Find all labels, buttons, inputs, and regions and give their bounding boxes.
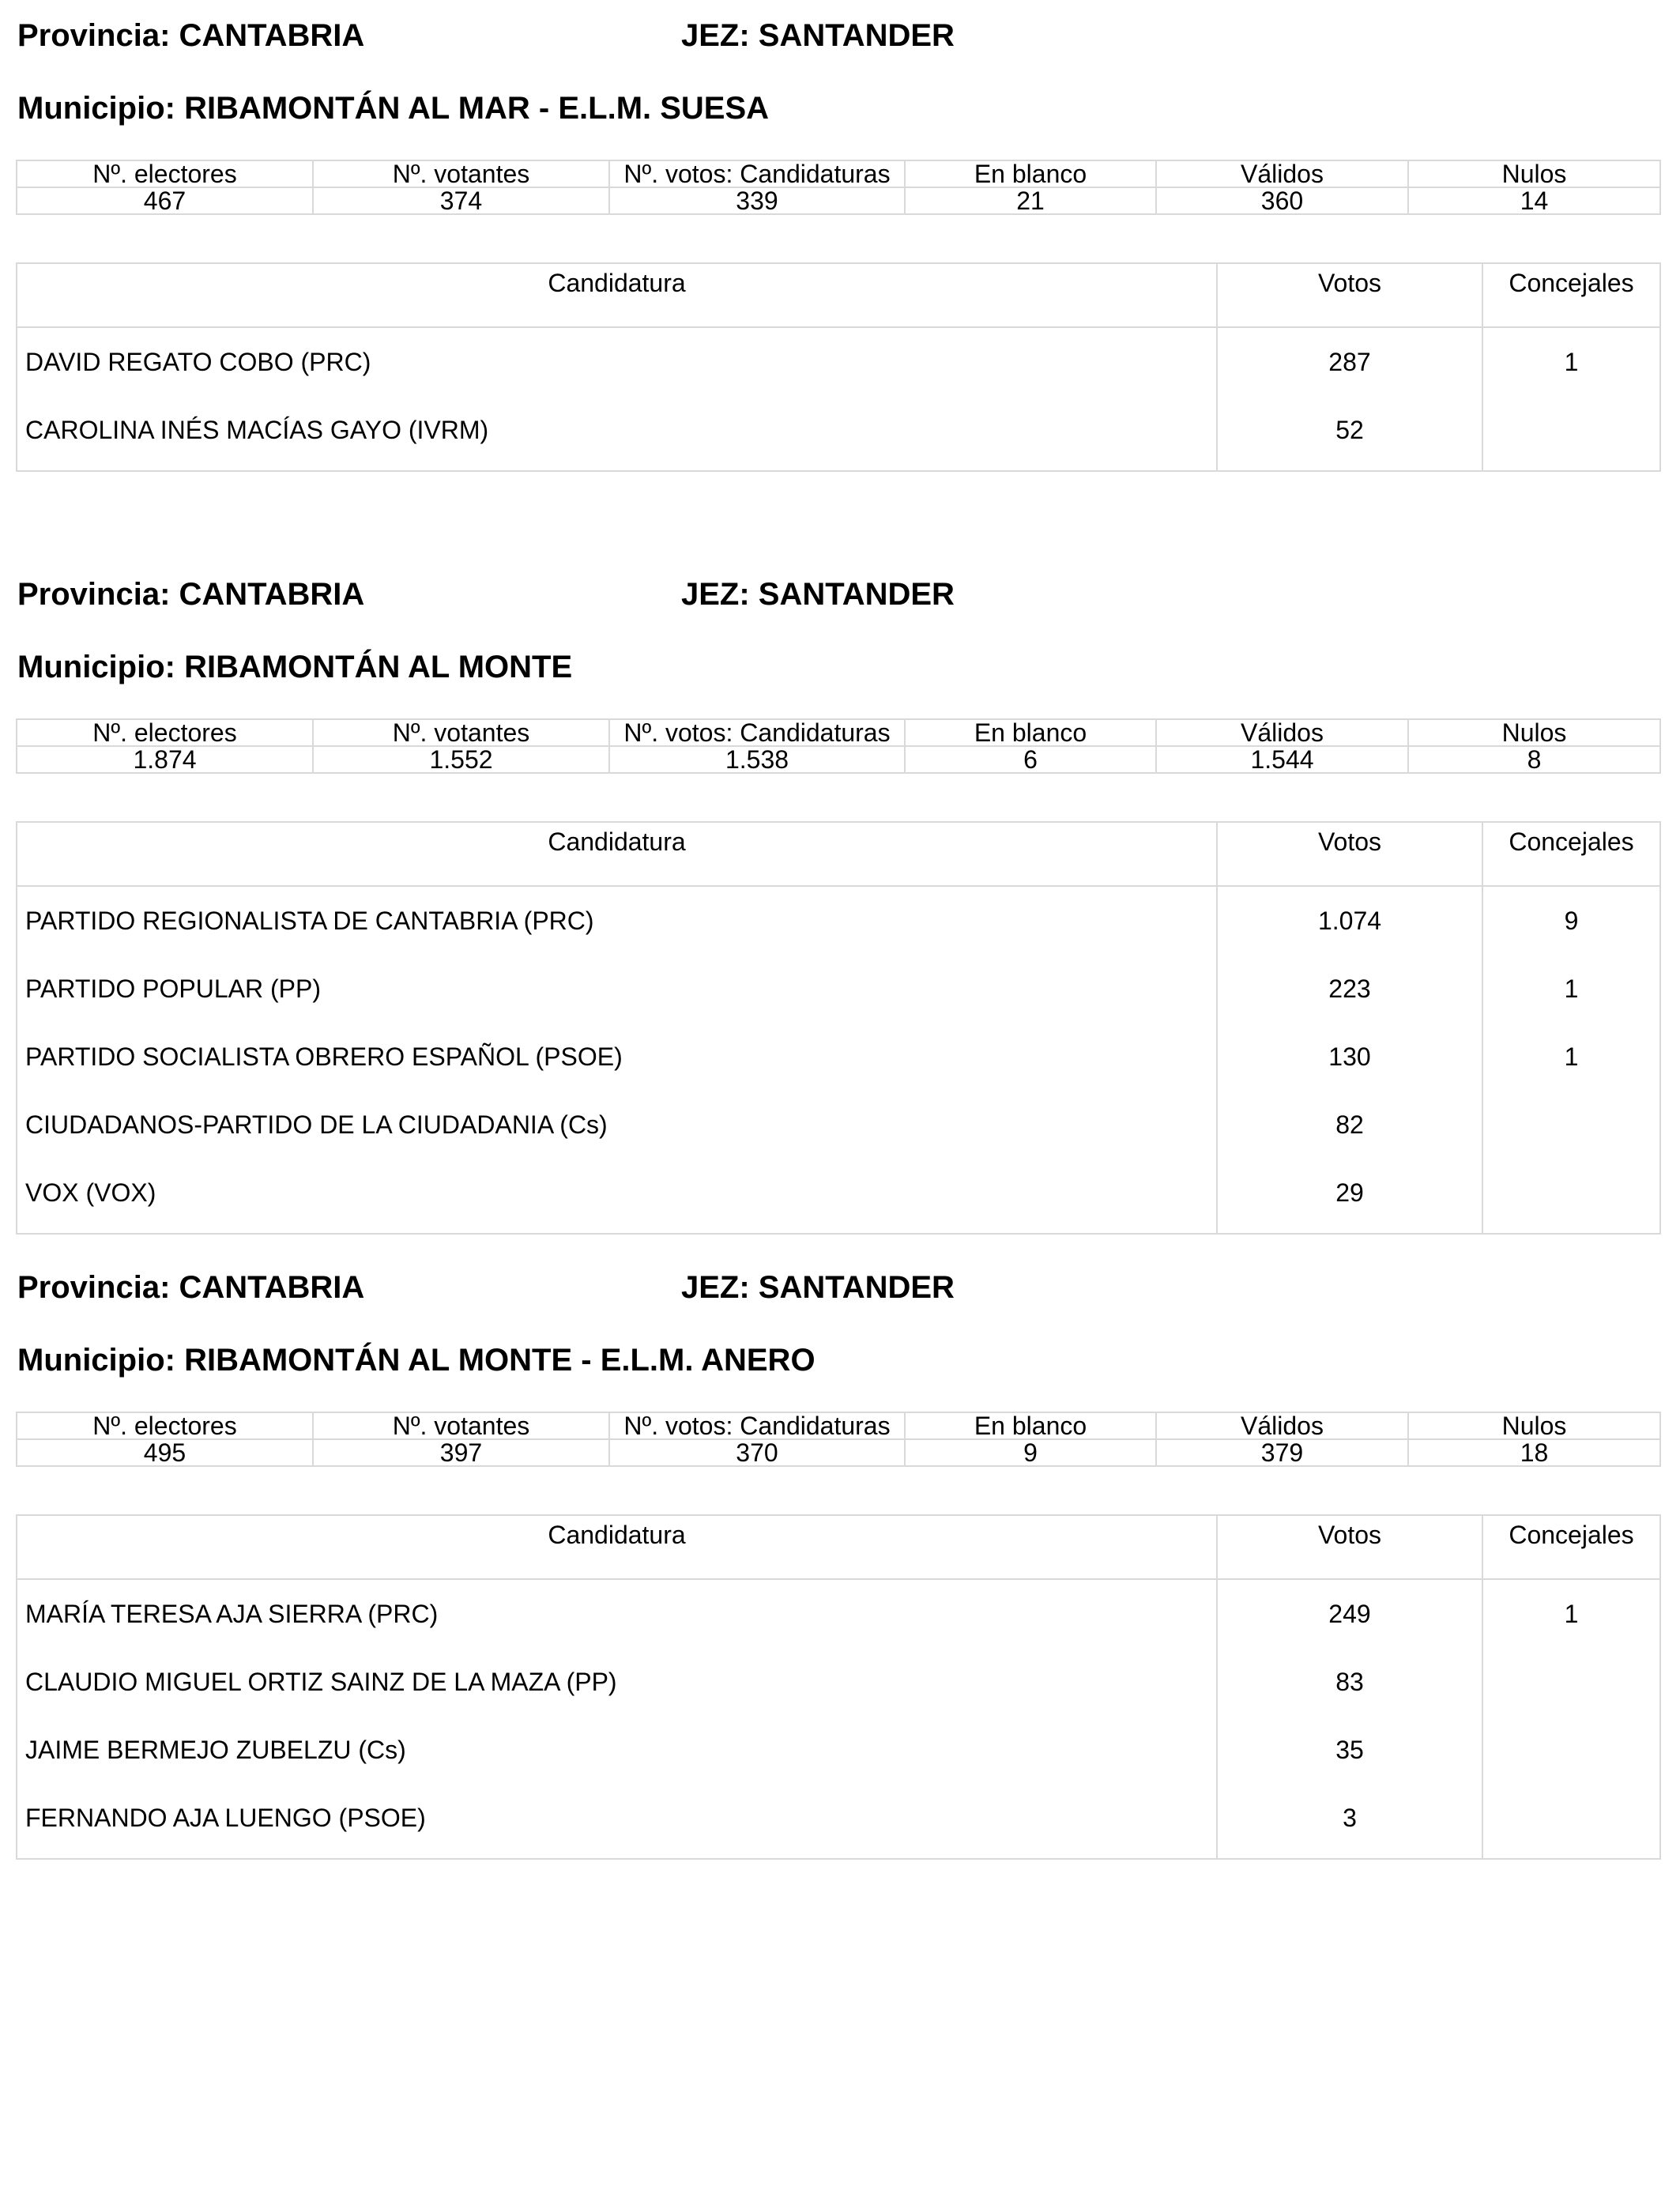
stats-value: 360 xyxy=(1156,187,1408,214)
candidate-votos: 1.074 xyxy=(1217,886,1482,955)
candidate-name: PARTIDO SOCIALISTA OBRERO ESPAÑOL (PSOE) xyxy=(25,1042,623,1071)
candidates-table xyxy=(16,821,1661,1235)
candidatura-header: Candidatura xyxy=(17,822,1217,886)
municipio-title: Municipio: RIBAMONTÁN AL MONTE - E.L.M. ANERO xyxy=(17,1343,816,1378)
candidatura-header: Candidatura xyxy=(17,1515,1217,1579)
stats-value: 397 xyxy=(313,1439,609,1466)
candidate-votos: 35 xyxy=(1217,1716,1482,1784)
section-header xyxy=(16,575,1659,614)
candidate-concejales: 9 xyxy=(1482,886,1660,955)
candidate-name: CLAUDIO MIGUEL ORTIZ SAINZ DE LA MAZA (PP) xyxy=(25,1667,617,1696)
stats-label: Nº. votos: Candidaturas xyxy=(609,719,905,746)
candidate-row xyxy=(17,955,1660,1023)
stats-label: Válidos xyxy=(1156,719,1408,746)
candidate-name: CIUDADANOS-PARTIDO DE LA CIUDADANIA (Cs) xyxy=(25,1110,608,1139)
stats-label: Válidos xyxy=(1156,160,1408,187)
stats-value: 1.538 xyxy=(609,746,905,773)
election-section-anero xyxy=(16,1268,1659,1832)
provincia-label: Provincia: CANTABRIA xyxy=(17,18,365,53)
stats-header-row xyxy=(17,1412,1660,1439)
candidate-name: FERNANDO AJA LUENGO (PSOE) xyxy=(25,1803,426,1832)
candidate-concejales xyxy=(1482,1159,1660,1227)
candidate-row xyxy=(17,1648,1660,1716)
votos-header: Votos xyxy=(1217,1515,1482,1579)
stats-table xyxy=(16,718,1661,774)
concejales-header: Concejales xyxy=(1482,263,1660,327)
candidate-concejales: 1 xyxy=(1482,955,1660,1023)
concejales-header: Concejales xyxy=(1482,1515,1660,1579)
stats-label: Nº. votos: Candidaturas xyxy=(609,1412,905,1439)
candidate-votos: 249 xyxy=(1217,1579,1482,1648)
candidate-row xyxy=(17,1579,1660,1648)
stats-label: Válidos xyxy=(1156,1412,1408,1439)
stats-value: 9 xyxy=(905,1439,1156,1466)
stats-value: 1.874 xyxy=(17,746,313,773)
stats-value: 1.544 xyxy=(1156,746,1408,773)
stats-table xyxy=(16,1412,1661,1467)
candidate-concejales: 1 xyxy=(1482,1579,1660,1648)
stats-value: 18 xyxy=(1408,1439,1660,1466)
stats-label: Nulos xyxy=(1408,1412,1660,1439)
candidates-table xyxy=(16,1514,1661,1860)
candidatura-header: Candidatura xyxy=(17,263,1217,327)
stats-label: Nº. votos: Candidaturas xyxy=(609,160,905,187)
concejales-header: Concejales xyxy=(1482,822,1660,886)
candidates-header-row xyxy=(17,822,1660,886)
candidate-name: CAROLINA INÉS MACÍAS GAYO (IVRM) xyxy=(25,415,489,444)
candidate-votos: 130 xyxy=(1217,1023,1482,1091)
jez-label: JEZ: SANTANDER xyxy=(681,1270,955,1305)
stats-value: 8 xyxy=(1408,746,1660,773)
candidate-concejales xyxy=(1482,1648,1660,1716)
stats-value: 370 xyxy=(609,1439,905,1466)
candidate-votos: 52 xyxy=(1217,396,1482,464)
stats-header-row xyxy=(17,160,1660,187)
stats-value: 6 xyxy=(905,746,1156,773)
section-header xyxy=(16,1268,1659,1307)
candidate-name: JAIME BERMEJO ZUBELZU (Cs) xyxy=(25,1735,406,1764)
section-header xyxy=(16,16,1659,55)
candidate-name: PARTIDO POPULAR (PP) xyxy=(25,974,321,1003)
stats-label: Nulos xyxy=(1408,160,1660,187)
candidate-name: DAVID REGATO COBO (PRC) xyxy=(25,347,371,376)
stats-label: En blanco xyxy=(905,719,1156,746)
candidate-name: MARÍA TERESA AJA SIERRA (PRC) xyxy=(25,1599,439,1628)
candidate-row xyxy=(17,1023,1660,1091)
candidates-table xyxy=(16,262,1661,472)
candidates-header-row xyxy=(17,263,1660,327)
election-section-ribamontan-al-monte xyxy=(16,575,1659,1207)
candidate-concejales xyxy=(1482,1091,1660,1159)
stats-value: 467 xyxy=(17,187,313,214)
stats-label: Nº. electores xyxy=(17,1412,313,1439)
stats-value-row xyxy=(17,746,1660,773)
table-spacer xyxy=(17,1852,1660,1859)
candidate-row xyxy=(17,327,1660,396)
candidate-concejales xyxy=(1482,1784,1660,1852)
candidate-concejales xyxy=(1482,396,1660,464)
stats-label: Nº. votantes xyxy=(313,1412,609,1439)
stats-label: Nº. votantes xyxy=(313,719,609,746)
candidates-header-row xyxy=(17,1515,1660,1579)
stats-label: En blanco xyxy=(905,160,1156,187)
stats-value: 1.552 xyxy=(313,746,609,773)
candidate-concejales: 1 xyxy=(1482,1023,1660,1091)
candidate-votos: 223 xyxy=(1217,955,1482,1023)
provincia-label: Provincia: CANTABRIA xyxy=(17,1270,365,1305)
stats-value-row xyxy=(17,1439,1660,1466)
election-section-suesa xyxy=(16,16,1659,444)
stats-value: 374 xyxy=(313,187,609,214)
stats-header-row xyxy=(17,719,1660,746)
candidate-row xyxy=(17,1159,1660,1227)
stats-label: Nº. electores xyxy=(17,160,313,187)
table-spacer xyxy=(17,464,1660,471)
candidate-votos: 83 xyxy=(1217,1648,1482,1716)
stats-value: 379 xyxy=(1156,1439,1408,1466)
stats-value: 21 xyxy=(905,187,1156,214)
jez-label: JEZ: SANTANDER xyxy=(681,18,955,53)
candidate-votos: 287 xyxy=(1217,327,1482,396)
candidate-name: VOX (VOX) xyxy=(25,1178,156,1207)
candidate-votos: 3 xyxy=(1217,1784,1482,1852)
table-spacer xyxy=(17,1227,1660,1234)
stats-value: 339 xyxy=(609,187,905,214)
stats-value-row xyxy=(17,187,1660,214)
candidate-votos: 82 xyxy=(1217,1091,1482,1159)
stats-table xyxy=(16,160,1661,215)
candidate-row xyxy=(17,396,1660,464)
candidate-row xyxy=(17,886,1660,955)
stats-value: 14 xyxy=(1408,187,1660,214)
stats-label: Nº. votantes xyxy=(313,160,609,187)
candidate-row xyxy=(17,1091,1660,1159)
stats-label: Nulos xyxy=(1408,719,1660,746)
votos-header: Votos xyxy=(1217,263,1482,327)
stats-label: En blanco xyxy=(905,1412,1156,1439)
candidate-name: PARTIDO REGIONALISTA DE CANTABRIA (PRC) xyxy=(25,906,594,935)
candidate-row xyxy=(17,1716,1660,1784)
municipio-title: Municipio: RIBAMONTÁN AL MAR - E.L.M. SUESA xyxy=(17,91,770,126)
candidate-concejales xyxy=(1482,1716,1660,1784)
stats-value: 495 xyxy=(17,1439,313,1466)
provincia-label: Provincia: CANTABRIA xyxy=(17,577,365,612)
jez-label: JEZ: SANTANDER xyxy=(681,577,955,612)
votos-header: Votos xyxy=(1217,822,1482,886)
stats-label: Nº. electores xyxy=(17,719,313,746)
candidate-row xyxy=(17,1784,1660,1852)
municipio-title: Municipio: RIBAMONTÁN AL MONTE xyxy=(17,650,573,684)
candidate-votos: 29 xyxy=(1217,1159,1482,1227)
candidate-concejales: 1 xyxy=(1482,327,1660,396)
